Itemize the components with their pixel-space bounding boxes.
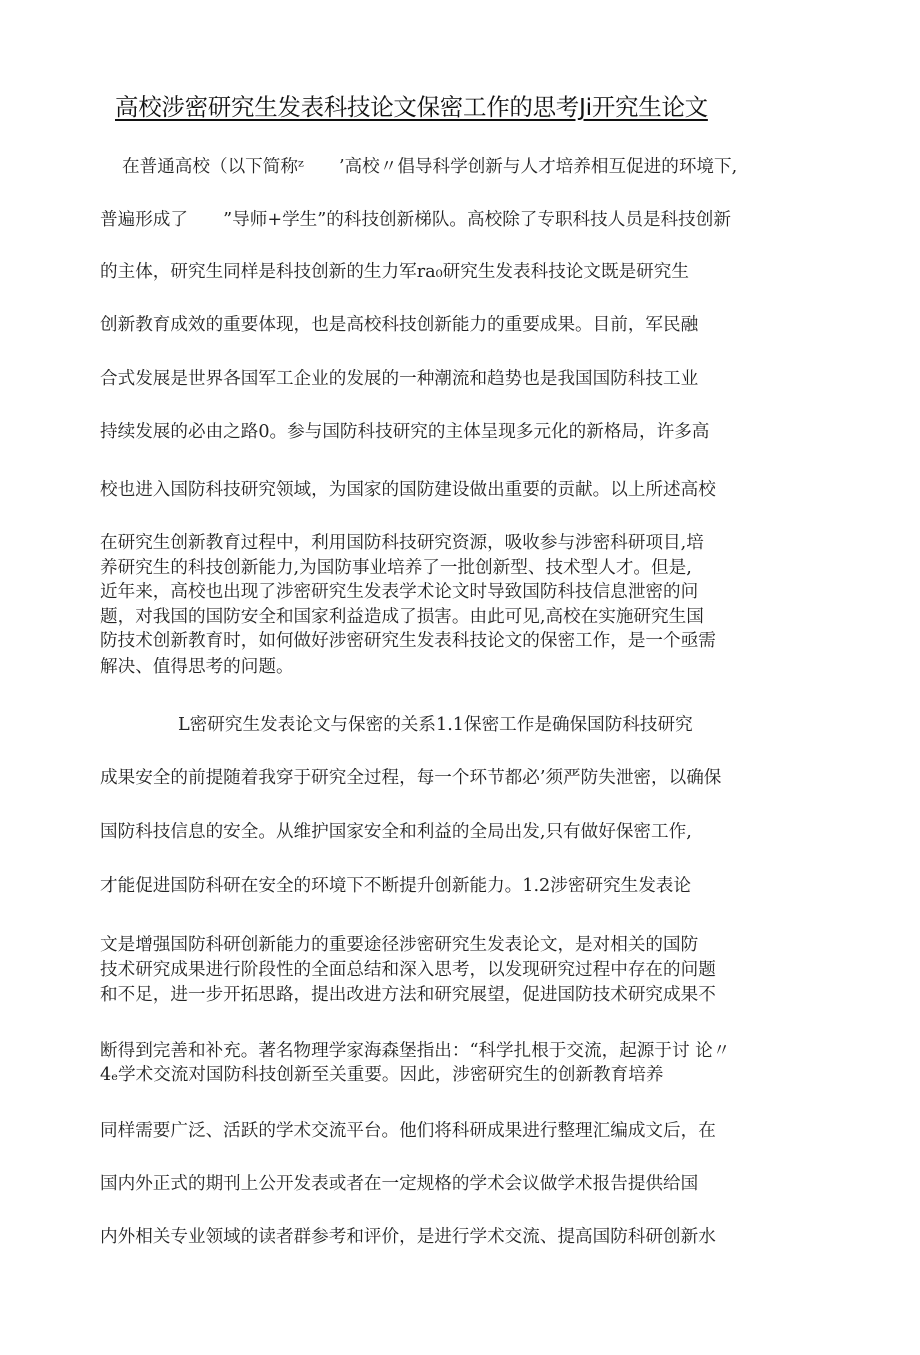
paragraph-line: 才能促进国防科研在安全的环境下不断提升创新能力。1.2涉密研究生发表论 — [100, 876, 691, 896]
paragraph-line: 题，对我国的国防安全和国家利益造成了损害。由此可见,高校在实施研究生国 — [100, 607, 704, 627]
paragraph-line: 内外相关专业领域的读者群参考和评价，是进行学术交流、提高国防科研创新水 — [100, 1227, 716, 1247]
paragraph-line: 4ₑ学术交流对国防科技创新至关重要。因此，涉密研究生的创新教育培养 — [100, 1065, 664, 1085]
paragraph-line: 养研究生的科技创新能力,为国防事业培养了一批创新型、技术型人才。但是, — [100, 558, 692, 578]
paragraph-line: 防技术创新教育时，如何做好涉密研究生发表科技论文的保密工作，是一个亟需 — [100, 631, 716, 651]
paragraph-line: 在研究生创新教育过程中，利用国防科技研究资源，吸收参与涉密科研项目,培 — [100, 533, 704, 553]
document-title: 高校涉密研究生发表科技论文保密工作的思考Ji开究生论文 — [115, 93, 708, 121]
paragraph-line: 和不足，进一步开拓思路，提出改进方法和研究展望，促进国防技术研究成果不 — [100, 985, 716, 1005]
paragraph-line: 国防科技信息的安全。从维护国家安全和利益的全局出发,只有做好保密工作, — [100, 822, 692, 842]
paragraph-line: 校也进入国防科技研究领域，为国家的国防建设做出重要的贡献。以上所述高校 — [100, 480, 716, 500]
paragraph-line: 持续发展的必由之路0。参与国防科技研究的主体呈现多元化的新格局，许多高 — [100, 422, 710, 442]
paragraph-line: 创新教育成效的重要体现，也是高校科技创新能力的重要成果。目前，军民融 — [100, 315, 699, 335]
paragraph-line: 在普通高校（以下简称ᶻ ’高校〃倡导科学创新与人才培养相互促进的环境下, — [122, 157, 738, 177]
paragraph-line: 普遍形成了 ”导师+学生”的科技创新梯队。高校除了专职科技人员是科技创新 — [100, 210, 731, 230]
paragraph-line: 解决、值得思考的问题。 — [100, 657, 294, 677]
paragraph-line: 国内外正式的期刊上公开发表或者在一定规格的学术会议做学术报告提供给国 — [100, 1174, 699, 1194]
paragraph-line: 同样需要广泛、活跃的学术交流平台。他们将科研成果进行整理汇编成文后，在 — [100, 1121, 716, 1141]
paragraph-line: 成果安全的前提随着我穿于研究全过程，每一个环节都必’须严防失泄密，以确保 — [100, 768, 722, 788]
section-heading-line: L密研究生发表论文与保密的关系1.1保密工作是确保国防科技研究 — [178, 715, 693, 735]
paragraph-line: 合式发展是世界各国军工企业的发展的一种潮流和趋势也是我国国防科技工业 — [100, 369, 699, 389]
paragraph-line: 的主体，研究生同样是科技创新的生力军ra₀研究生发表科技论文既是研究生 — [100, 262, 689, 282]
paragraph-line: 文是增强国防科研创新能力的重要途径涉密研究生发表论文，是对相关的国防 — [100, 935, 699, 955]
paragraph-line: 技术研究成果进行阶段性的全面总结和深入思考，以发现研究过程中存在的问题 — [100, 960, 716, 980]
paragraph-line: 断得到完善和补充。著名物理学家海森堡指出：“科学扎根于交流，起源于讨 论〃 — [100, 1041, 731, 1061]
paragraph-line: 近年来，高校也出现了涉密研究生发表学术论文时导致国防科技信息泄密的问 — [100, 582, 699, 602]
